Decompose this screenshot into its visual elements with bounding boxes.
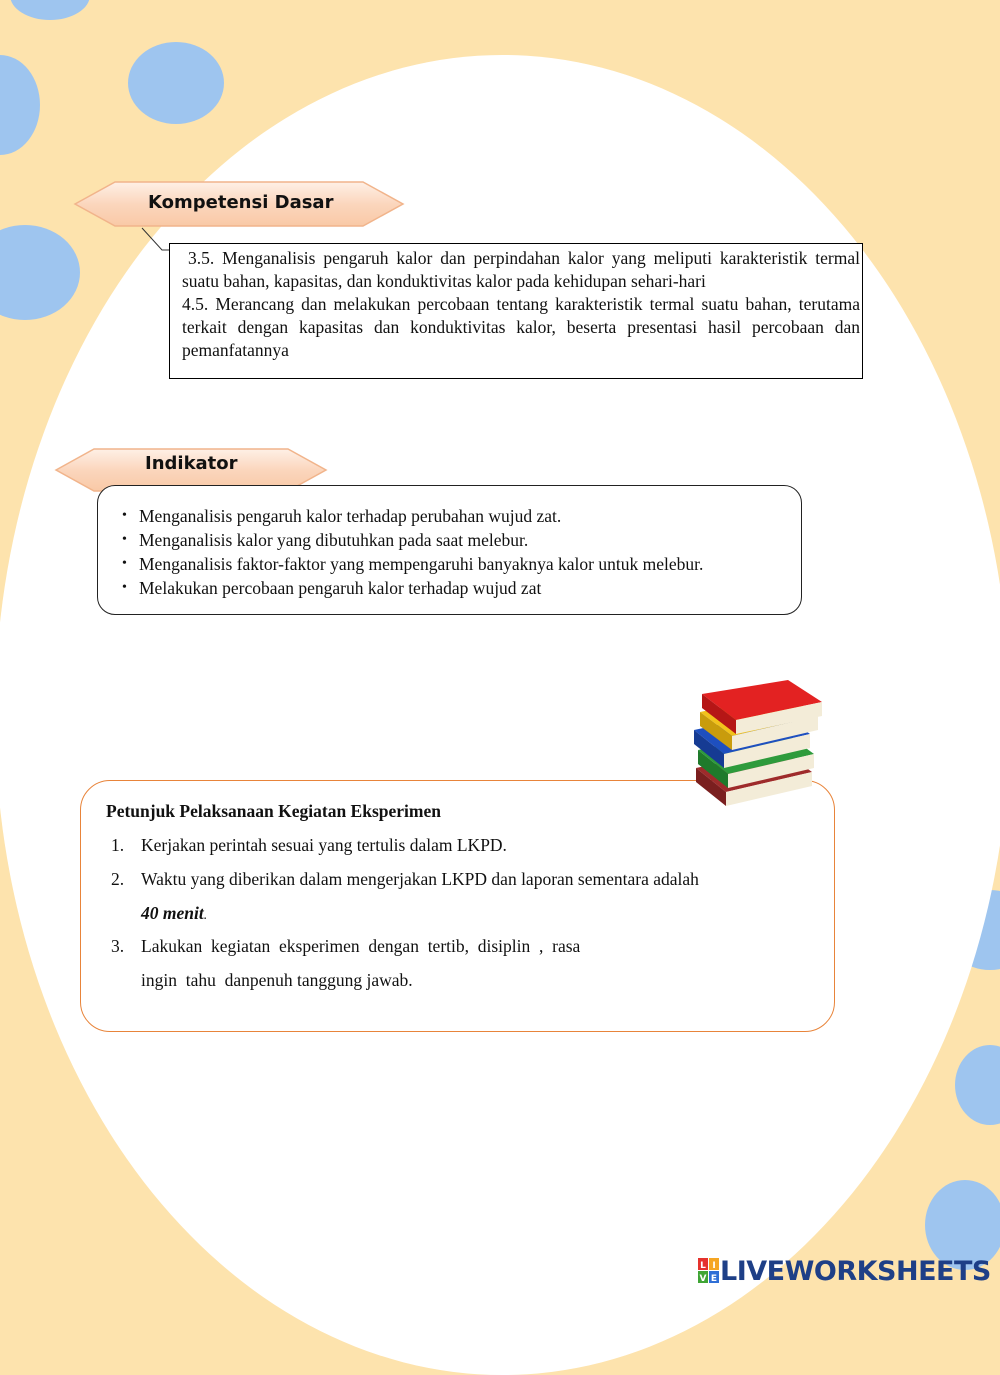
petunjuk-title: Petunjuk Pelaksanaan Kegiatan Eksperimen — [106, 801, 441, 821]
books-icon — [690, 680, 830, 820]
decor-blob — [955, 1045, 1000, 1125]
indikator-list — [122, 504, 801, 600]
decor-blob — [0, 225, 80, 320]
kompetensi-line-1: 3.5. Menganalisis pengaruh kalor dan perpindahan kalor yang meliputi karakteristik termal suatu bahan, kapasitas, dan konduktivitas kalor pada kehidupan sehari-hari — [182, 248, 860, 291]
decor-blob — [10, 0, 90, 20]
bullet-icon: • — [122, 532, 127, 547]
svg-text:L: L — [700, 1261, 706, 1271]
bullet-icon: • — [122, 580, 127, 595]
kompetensi-banner — [73, 180, 405, 228]
indikator-box — [97, 485, 802, 615]
bullet-icon: • — [122, 508, 127, 523]
svg-text:V: V — [699, 1274, 707, 1284]
live-badge-icon — [698, 1258, 720, 1284]
svg-text:I: I — [712, 1261, 716, 1271]
liveworksheets-text: LIVEWORKSHEETS — [720, 1255, 991, 1287]
svg-text:E: E — [710, 1274, 718, 1284]
kompetensi-line-2: 4.5. Merancang dan melakukan percobaan tentang karakteristik termal suatu bahan, terutama terkait dengan kapasitas dan konduktivitas kalor, beserta presentasi hasil percobaan dan pemanfatannya — [182, 294, 860, 360]
bullet-icon: • — [122, 556, 127, 571]
indikator-item: • Menganalisis kalor yang dibutuhkan pada saat melebur. — [122, 530, 529, 550]
indikator-item: • Melakukan percobaan pengaruh kalor terhadap wujud zat — [122, 578, 542, 598]
petunjuk-box: Petunjuk Pelaksanaan Kegiatan Eksperimen 1. Kerjakan perintah sesuai yang tertulis dalam LKPD. 2. Waktu yang diberikan dalam mengerjakan LKPD dan laporan sementara adalah 40 menit. 3. Lakukan kegiatan eksperimen dengan tertib, disiplin , rasa ingin tahu danpenuh tanggung jawab. — [80, 780, 835, 1032]
liveworksheets-logo — [698, 1252, 991, 1290]
duration-value: 40 menit — [141, 903, 204, 923]
indikator-item: • Menganalisis pengaruh kalor terhadap perubahan wujud zat. — [122, 506, 562, 526]
kompetensi-title: Kompetensi Dasar — [148, 192, 334, 213]
decor-blob — [128, 42, 224, 124]
indikator-title: Indikator — [145, 453, 238, 474]
decor-blob — [0, 55, 40, 155]
indikator-item: • Menganalisis faktor-faktor yang mempengaruhi banyaknya kalor untuk melebur. — [122, 554, 704, 574]
kompetensi-box — [169, 243, 863, 379]
